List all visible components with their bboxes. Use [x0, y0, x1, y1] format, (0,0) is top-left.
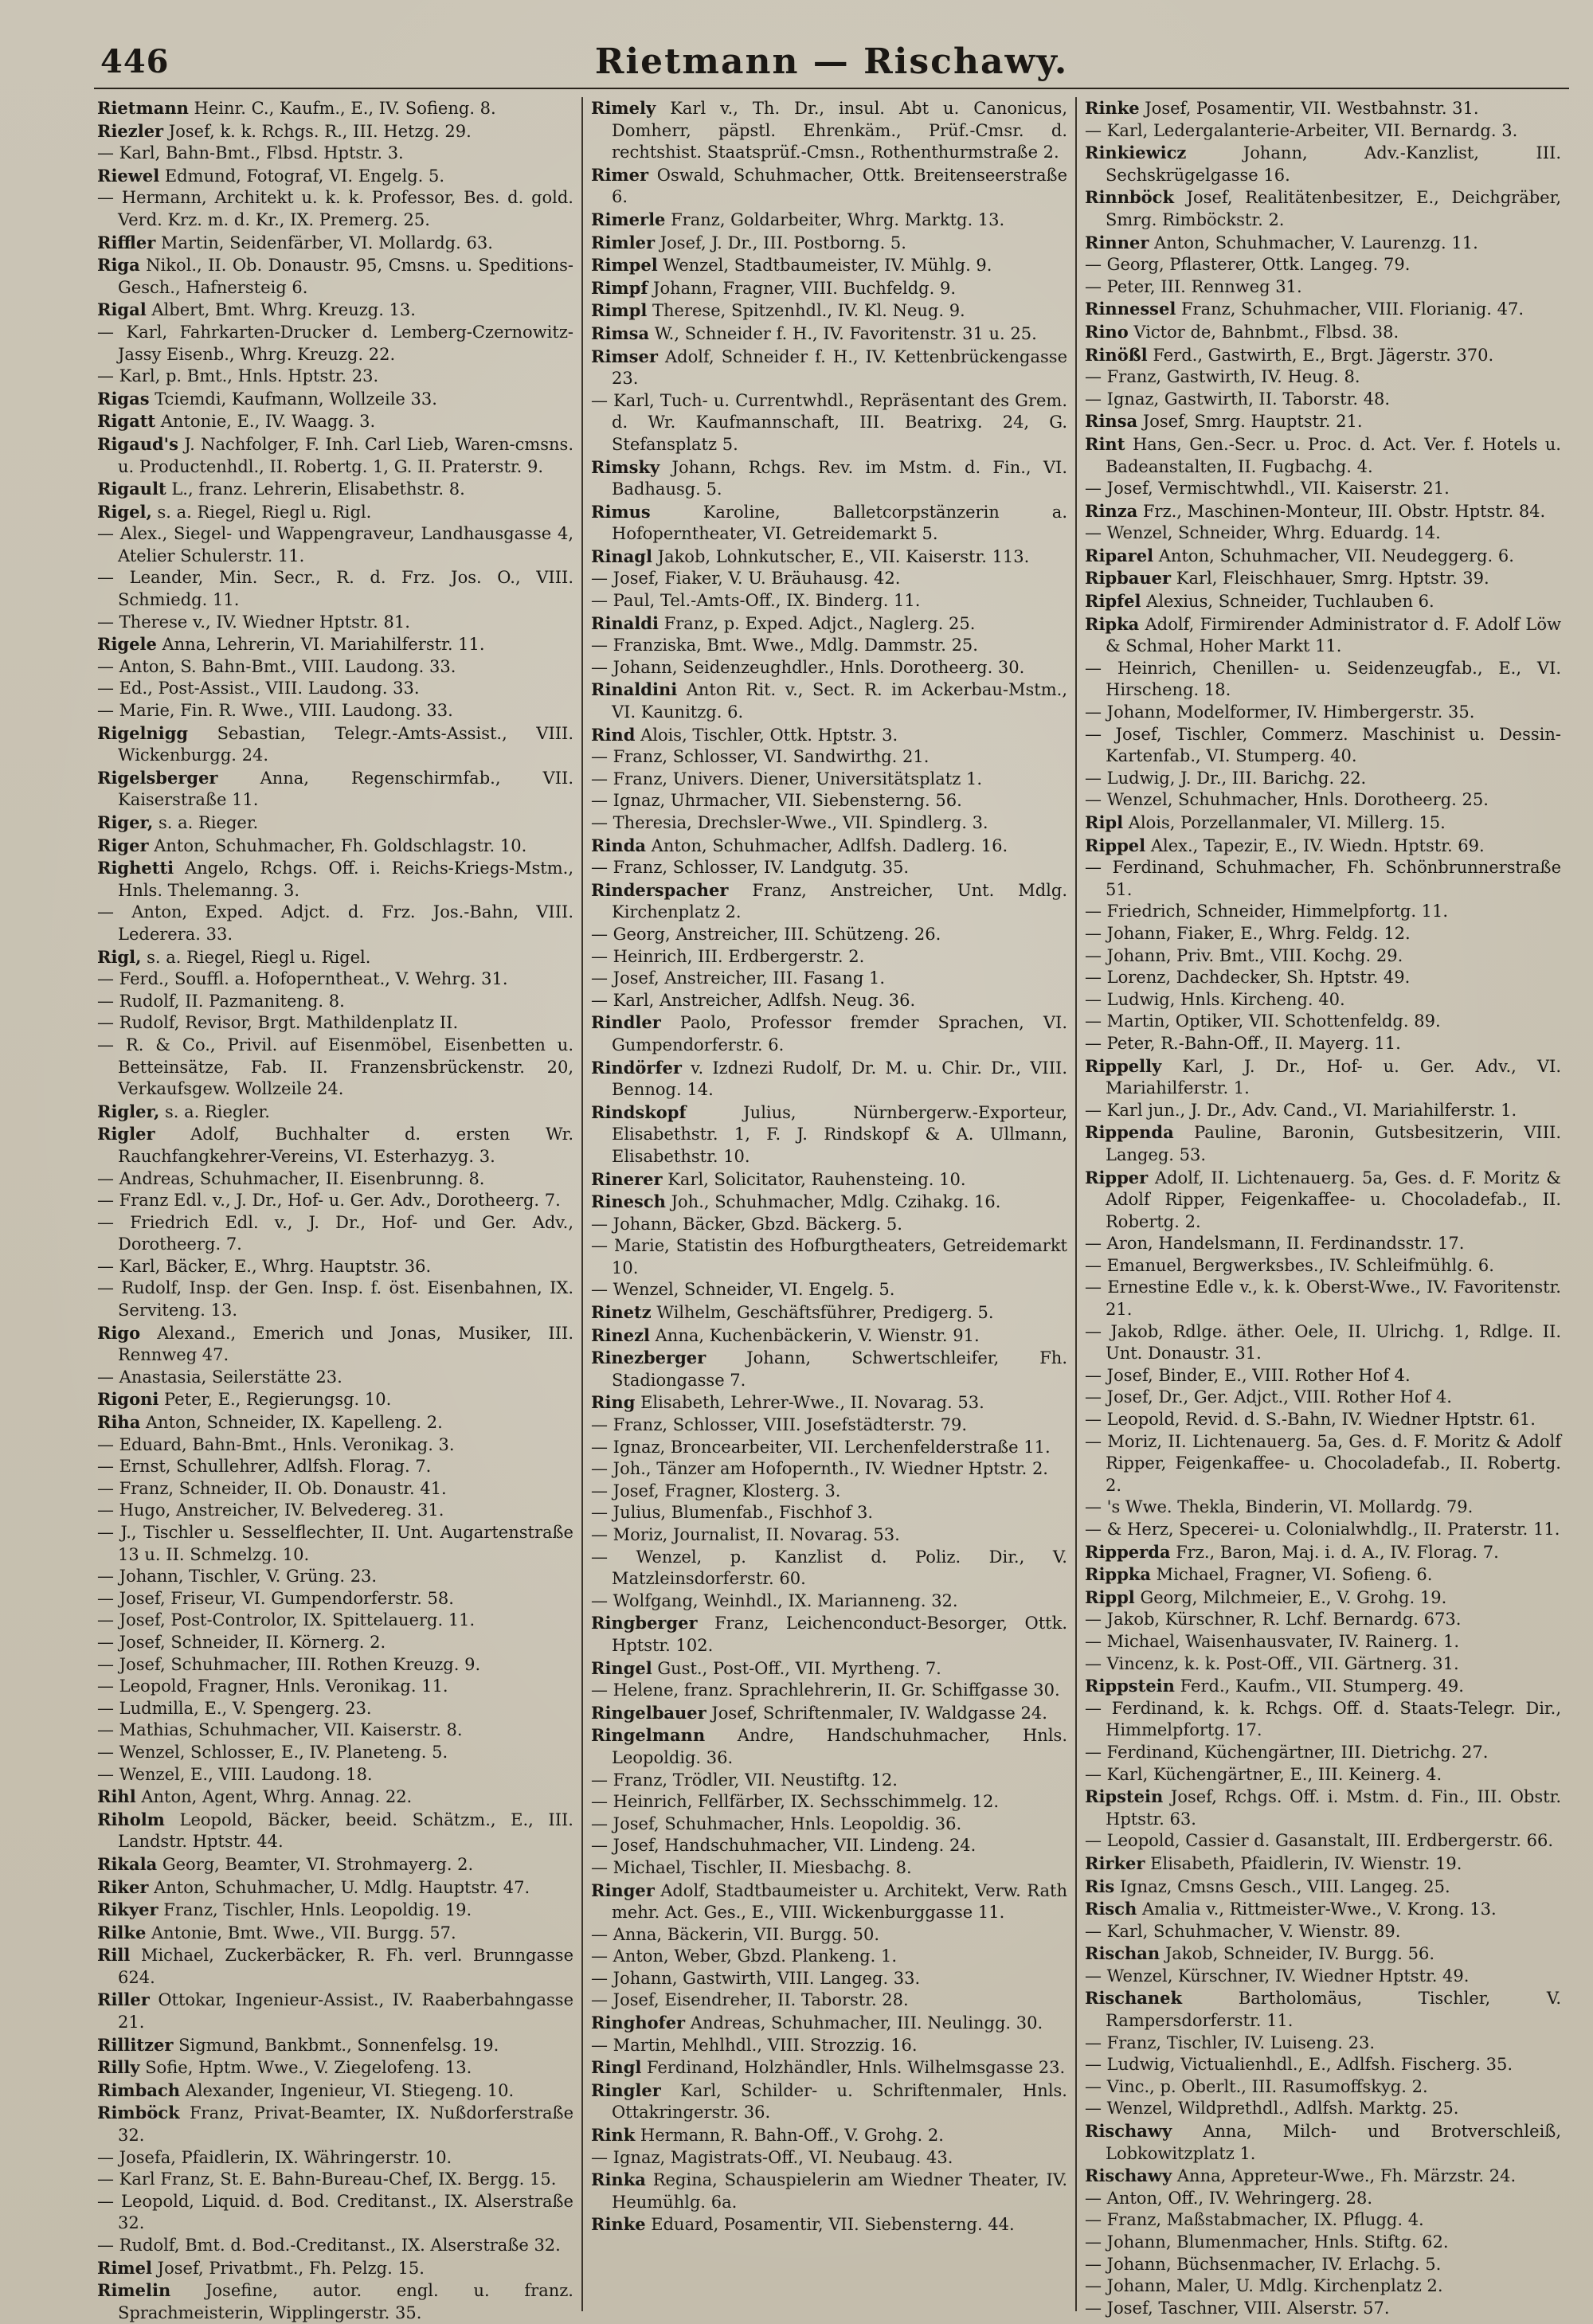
directory-entry: Ringler Karl, Schilder- u. Schriftenmaler, Hnls. Ottakringerstr. 36. [591, 2079, 1067, 2123]
directory-entry: Rimser Adolf, Schneider f. H., IV. Kettenbrückengasse 23. [591, 346, 1067, 389]
directory-entry: — Franz, Trödler, VII. Neustiftg. 12. [591, 1770, 898, 1790]
directory-entry: — Peter, R.-Bahn-Off., II. Mayerg. 11. [1085, 1033, 1401, 1053]
directory-entry: — Wenzel, Schneider, Whrg. Eduardg. 14. [1085, 523, 1441, 543]
directory-entry: — Leopold, Cassier d. Gasanstalt, III. Erdbergerstr. 66. [1085, 1831, 1553, 1851]
directory-entry: Riger, s. a. Rieger. [97, 812, 259, 832]
directory-entry: Rimelin Josefine, autor. engl. u. franz. Sprachmeisterin, Wipplingerstr. 35. [97, 2280, 573, 2322]
directory-entry: Ringel Gust., Post-Off., VII. Myrtheng. 7. [591, 1657, 941, 1678]
directory-entry: — Leopold, Liquid. d. Bod. Creditanst., IX. Alserstraße 32. [97, 2191, 573, 2233]
directory-entry: — Georg, Anstreicher, III. Schützeng. 26. [591, 924, 941, 944]
directory-entry: Rindskopf Julius, Nürnbergerw.-Exporteur, Elisabethstr. 1, F. J. Rindskopf & A. Ullmann, Elisabethstr. 10. [591, 1101, 1067, 1166]
directory-entry: Rinda Anton, Schuhmacher, Adlfsh. Dadlerg. 16. [591, 835, 1008, 855]
directory-entry: Riha Anton, Schneider, IX. Kapelleng. 2. [97, 1412, 443, 1433]
directory-entry: Rinderspacher Franz, Anstreicher, Unt. Mdlg. Kirchenplatz 2. [591, 879, 1067, 922]
directory-entry: Rilke Antonie, Bmt. Wwe., VII. Burgg. 57. [97, 1922, 456, 1943]
directory-entry: Ris Ignaz, Cmsns Gesch., VIII. Langeg. 25. [1085, 1876, 1450, 1896]
directory-entry: Ripbauer Karl, Fleischhauer, Smrg. Hptstr. 39. [1085, 568, 1489, 589]
directory-entry: Rindler Paolo, Professor fremder Sprachen, VI. Gumpendorferstr. 6. [591, 1012, 1067, 1054]
page-number: 446 [100, 43, 170, 80]
directory-entry: — Josef, Friseur, VI. Gumpendorferstr. 58. [97, 1588, 454, 1608]
directory-entry: — Jakob, Rdlge. äther. Oele, II. Ulrichg. 1, Rdlge. II. Unt. Donaustr. 31. [1085, 1321, 1561, 1363]
directory-entry: — Heinrich, III. Erdbergerstr. 2. [591, 946, 865, 966]
directory-columns [94, 97, 1569, 2322]
directory-entry: — Moriz, II. Lichtenauerg. 5a, Ges. d. F. Moritz & Adolf Ripper, Feigenkaffee- u. Chocoladefab., II. Robertg. 2. [1085, 1431, 1561, 1495]
directory-entry: — Marie, Fin. R. Wwe., VIII. Laudong. 33. [97, 701, 453, 721]
directory-entry: Rimel Josef, Privatbmt., Fh. Pelzg. 15. [97, 2257, 425, 2278]
directory-entry: Ripstein Josef, Rchgs. Off. i. Mstm. d. Fin., III. Obstr. Hptstr. 63. [1085, 1786, 1561, 1829]
directory-entry: — Anton, S. Bahn-Bmt., VIII. Laudong. 33. [97, 656, 456, 676]
directory-entry: Rippenda Pauline, Baronin, Gutsbesitzerin, VIII. Langeg. 53. [1085, 1122, 1561, 1164]
directory-entry: Rillitzer Sigmund, Bankbmt., Sonnenfelsg. 19. [97, 2034, 499, 2055]
page-header [94, 38, 1569, 89]
directory-entry: Rill Michael, Zuckerbäcker, R. Fh. verl. Brunngasse 624. [97, 1945, 573, 1987]
directory-entry: — Josef, Tischler, Commerz. Maschinist u. Dessin-Kartenfab., VI. Stumperg. 40. [1085, 724, 1561, 766]
directory-entry: — Martin, Optiker, VII. Schottenfeldg. 89. [1085, 1011, 1441, 1031]
directory-entry: Rint Hans, Gen.-Secr. u. Proc. d. Act. Ver. f. Hotels u. Badeanstalten, II. Fugbachg. 4. [1085, 433, 1561, 476]
directory-entry: — Johann, Gastwirth, VIII. Langeg. 33. [591, 1968, 921, 1988]
directory-entry: — Franz, Schlosser, VI. Sandwirthg. 21. [591, 747, 930, 767]
column-1 [94, 97, 581, 2322]
directory-entry: — Karl, Ledergalanterie-Arbeiter, VII. Bernardg. 3. [1085, 120, 1518, 140]
directory-entry: — Hermann, Architekt u. k. k. Professor, Bes. d. gold. Verd. Krz. m. d. Kr., IX. Premerg. 25. [97, 188, 573, 229]
directory-entry: Rinagl Jakob, Lohnkutscher, E., VII. Kaiserstr. 113. [591, 546, 1030, 566]
directory-entry: — Leander, Min. Secr., R. d. Frz. Jos. O., VIII. Schmiedg. 11. [97, 568, 573, 610]
directory-entry: Ripper Adolf, II. Lichtenauerg. 5a, Ges. d. F. Moritz & Adolf Ripper, Feigenkaffee- u. Chocoladefab., II. Robertg. 2. [1085, 1167, 1561, 1231]
directory-entry: — Rudolf, Insp. der Gen. Insp. f. öst. Eisenbahnen, IX. Serviteng. 13. [97, 1278, 573, 1320]
directory-entry: — Franz, Schlosser, VIII. Josefstädterstr. 79. [591, 1415, 968, 1435]
directory-entry: Ringer Adolf, Stadtbaumeister u. Architekt, Verw. Rath mehr. Act. Ges., E., VIII. Wickenburggasse 11. [591, 1880, 1067, 1923]
directory-entry: — Rudolf, Bmt. d. Bod.-Creditanst., IX. Alserstraße 32. [97, 2236, 561, 2255]
running-title: Rietmann — Rischawy. [594, 41, 1069, 82]
directory-entry: — Joh., Tänzer am Hofopernth., IV. Wiedner Hptstr. 2. [591, 1459, 1048, 1479]
directory-entry: Rimsky Johann, Rchgs. Rev. im Mstm. d. Fin., VI. Badhausg. 5. [591, 456, 1067, 499]
directory-entry: — Martin, Mehlhdl., VIII. Strozzig. 16. [591, 2035, 918, 2055]
directory-entry: Ripl Alois, Porzellanmaler, VI. Millerg. 15. [1085, 812, 1446, 832]
directory-entry: — Heinrich, Chenillen- u. Seidenzeugfab., E., VI. Hirscheng. 18. [1085, 658, 1561, 700]
directory-entry: — Ernst, Schullehrer, Adlfsh. Florag. 7. [97, 1457, 432, 1477]
directory-entry: Riga Nikol., II. Ob. Donaustr. 95, Cmsns. u. Speditions-Gesch., Hafnersteig 6. [97, 255, 573, 297]
directory-entry: — Marie, Statistin des Hofburgtheaters, Getreidemarkt 10. [591, 1236, 1067, 1277]
directory-entry: — Franz, Tischler, IV. Luiseng. 23. [1085, 2033, 1376, 2052]
directory-entry: Rigatt Antonie, E., IV. Waagg. 3. [97, 411, 376, 432]
directory-entry: Rinkiewicz Johann, Adv.-Kanzlist, III. Sechskrügelgasse 16. [1085, 143, 1561, 185]
directory-entry: — Wenzel, Schuhmacher, Hnls. Dorotheerg. 25. [1085, 790, 1489, 810]
directory-entry: — Karl, Schuhmacher, V. Wienstr. 89. [1085, 1921, 1401, 1941]
directory-entry: Rischawy Anna, Milch- und Brotverschleiß, Lobkowitzplatz 1. [1085, 2121, 1561, 2163]
directory-entry: — Rudolf, II. Pazmaniteng. 8. [97, 991, 345, 1011]
directory-entry: — Josef, Taschner, VIII. Alserstr. 57. [1085, 2298, 1390, 2318]
directory-entry: Riker Anton, Schuhmacher, U. Mdlg. Hauptstr. 47. [97, 1876, 530, 1897]
directory-entry: — Ignaz, Magistrats-Off., VI. Neubaug. 43. [591, 2147, 953, 2167]
directory-entry: — Ludwig, Hnls. Kircheng. 40. [1085, 989, 1345, 1009]
directory-entry: — Andreas, Schuhmacher, II. Eisenbrunng. 8. [97, 1168, 485, 1188]
directory-entry: Rimsa W., Schneider f. H., IV. Favoritenstr. 31 u. 25. [591, 323, 1037, 343]
directory-entry: Rippel Alex., Tapezir, E., IV. Wiedn. Hptstr. 69. [1085, 835, 1485, 855]
directory-entry: Ripfel Alexius, Schneider, Tuchlauben 6. [1085, 591, 1434, 612]
directory-entry: — Emanuel, Bergwerksbes., IV. Schleifmühlg. 6. [1085, 1255, 1494, 1275]
directory-entry: Ringelmann Andre, Handschuhmacher, Hnls. Leopoldig. 36. [591, 1725, 1067, 1767]
directory-entry: Rigel, s. a. Riegel, Riegl u. Rigl. [97, 501, 372, 522]
directory-entry: Rimböck Franz, Privat-Beamter, IX. Nußdorferstraße 32. [97, 2103, 573, 2146]
directory-entry: Rippl Georg, Milchmeier, E., V. Grohg. 19. [1085, 1587, 1447, 1607]
directory-entry: Rinezberger Johann, Schwertschleifer, Fh. Stadiongasse 7. [591, 1348, 1067, 1390]
directory-entry: — Ludwig, Victualienhdl., E., Adlfsh. Fischerg. 35. [1085, 2055, 1513, 2075]
directory-entry: Rinner Anton, Schuhmacher, V. Laurenzg. 11. [1085, 232, 1478, 252]
directory-entry: — Johann, Büchsenmacher, IV. Erlachg. 5. [1085, 2254, 1442, 2274]
directory-entry: — Johann, Seidenzeughdler., Hnls. Dorotheerg. 30. [591, 657, 1025, 677]
directory-entry: Rippka Michael, Fragner, VI. Sofieng. 6. [1085, 1564, 1433, 1585]
directory-entry: Rinerer Karl, Solicitator, Rauhensteing. 10. [591, 1168, 966, 1189]
directory-entry: — Josef, Handschuhmacher, VII. Lindeng. 24. [591, 1836, 977, 1856]
directory-entry: — Josef, Schneider, II. Körnerg. 2. [97, 1632, 386, 1652]
directory-entry: — Georg, Pflasterer, Ottk. Langeg. 79. [1085, 255, 1411, 275]
directory-entry: — Josef, Anstreicher, III. Fasang 1. [591, 968, 886, 988]
directory-entry: Rimely Karl v., Th. Dr., insul. Abt u. Canonicus, Domherr, päpstl. Ehrenkäm., Prüf.-Cmsr. d. rechtshist. Staatsprüf.-Cmsn., Rothenthurmstraße 2. [591, 98, 1067, 162]
directory-entry: — Josefa, Pfaidlerin, IX. Währingerstr. 10. [97, 2147, 452, 2167]
directory-entry: — Wenzel, Kürschner, IV. Wiedner Hptstr. 49. [1085, 1966, 1470, 1986]
directory-entry: — Wenzel, Schneider, VI. Engelg. 5. [591, 1280, 895, 1300]
directory-entry: — Jakob, Kürschner, R. Lchf. Bernardg. 673. [1085, 1610, 1462, 1630]
directory-entry: — Josef, Dr., Ger. Adjct., VIII. Rother Hof 4. [1085, 1387, 1452, 1407]
directory-entry: — Josef, Eisendreher, II. Taborstr. 28. [591, 1990, 909, 2010]
directory-entry: — Vinc., p. Oberlt., III. Rasumoffskyg. 2. [1085, 2076, 1428, 2096]
directory-entry: Riholm Leopold, Bäcker, beeid. Schätzm., E., III. Landstr. Hptstr. 44. [97, 1809, 573, 1852]
directory-entry: Riger Anton, Schuhmacher, Fh. Goldschlagstr. 10. [97, 835, 527, 855]
directory-entry: Ringelbauer Josef, Schriftenmaler, IV. Waldgasse 24. [591, 1702, 1047, 1723]
directory-entry: — Peter, III. Rennweg 31. [1085, 276, 1302, 296]
directory-entry: — Ignaz, Broncearbeiter, VII. Lerchenfelderstraße 11. [591, 1437, 1051, 1457]
directory-entry: — Michael, Waisenhausvater, IV. Rainerg. 1. [1085, 1631, 1460, 1651]
directory-entry: Rind Alois, Tischler, Ottk. Hptstr. 3. [591, 724, 898, 745]
directory-entry: Riezler Josef, k. k. Rchgs. R., III. Hetzg. 29. [97, 120, 472, 141]
directory-entry: — Wenzel, Wildprethdl., Adlfsh. Marktg. 25. [1085, 2099, 1459, 2119]
directory-entry: — Karl, Fahrkarten-Drucker d. Lemberg-Czernowitz-Jassy Eisenb., Whrg. Kreuzg. 22. [97, 322, 573, 364]
directory-entry: Rinetz Wilhelm, Geschäftsführer, Predigerg. 5. [591, 1302, 994, 1323]
directory-entry: Rigler Adolf, Buchhalter d. ersten Wr. Rauchfangkehrer-Vereins, VI. Esterhazyg. 3. [97, 1124, 573, 1166]
directory-entry: — Karl, Tuch- u. Currentwhdl., Repräsentant des Grem. d. Wr. Kaufmannschaft, III. Beatrixg. 24, G. Stefansplatz 5. [591, 390, 1067, 454]
directory-entry: Rimpel Wenzel, Stadtbaumeister, IV. Mühlg. 9. [591, 255, 992, 276]
directory-entry: — Rudolf, Revisor, Brgt. Mathildenplatz II. [97, 1013, 459, 1033]
directory-entry: — Josef, Schuhmacher, III. Rothen Kreuzg. 9. [97, 1654, 481, 1674]
directory-entry: Rinka Regina, Schauspielerin am Wiedner Theater, IV. Heumühlg. 6a. [591, 2169, 1067, 2212]
directory-entry: — Hugo, Anstreicher, IV. Belvedereg. 31. [97, 1500, 444, 1520]
directory-entry: — Ludwig, J. Dr., III. Barichg. 22. [1085, 768, 1367, 788]
directory-entry: — Anna, Bäckerin, VII. Burgg. 50. [591, 1924, 879, 1944]
directory-entry: — Anastasia, Seilerstätte 23. [97, 1367, 342, 1387]
column-2 [581, 97, 1075, 2311]
directory-entry: — Ferdinand, k. k. Rchgs. Off. d. Staats-Telegr. Dir., Himmelpfortg. 17. [1085, 1698, 1561, 1740]
directory-entry: Rigal Albert, Bmt. Whrg. Kreuzg. 13. [97, 299, 416, 320]
directory-entry: — Moriz, Journalist, II. Novarag. 53. [591, 1525, 900, 1544]
directory-entry: — Johann, Blumenmacher, Hnls. Stiftg. 62. [1085, 2232, 1449, 2252]
directory-entry: Risch Amalia v., Rittmeister-Wwe., V. Krong. 13. [1085, 1899, 1497, 1919]
directory-entry: Rino Victor de, Bahnbmt., Flbsd. 38. [1085, 321, 1399, 342]
directory-entry: — & Herz, Specerei- u. Colonialwhdlg., II. Praterstr. 11. [1085, 1520, 1560, 1539]
directory-entry: Riller Ottokar, Ingenieur-Assist., IV. Raaberbahngasse 21. [97, 1989, 573, 2033]
directory-entry: — Wenzel, E., VIII. Laudong. 18. [97, 1764, 373, 1784]
directory-entry: — Ferdinand, Küchengärtner, III. Dietrichg. 27. [1085, 1742, 1489, 1762]
directory-entry: Rippstein Ferd., Kaufm., VII. Stumperg. 49. [1085, 1676, 1464, 1696]
directory-entry: Rigelsberger Anna, Regenschirmfab., VII. Kaiserstraße 11. [97, 767, 573, 810]
directory-entry: — Theresia, Drechsler-Wwe., VII. Spindlerg. 3. [591, 813, 988, 832]
directory-entry: — Alex., Siegel- und Wappengraveur, Landhausgasse 4, Atelier Schulerstr. 11. [97, 524, 573, 565]
directory-entry: — Eduard, Bahn-Bmt., Hnls. Veronikag. 3. [97, 1434, 455, 1454]
directory-entry: — Michael, Tischler, II. Miesbachg. 8. [591, 1857, 912, 1877]
directory-entry: — Aron, Handelsmann, II. Ferdinandsstr. 17. [1085, 1234, 1465, 1254]
directory-entry: — Josef, Vermischtwhdl., VII. Kaiserstr. 21. [1085, 479, 1450, 499]
directory-entry: — Josef, Fiaker, V. U. Bräuhausg. 42. [591, 569, 901, 589]
directory-entry: Rinaldi Franz, p. Exped. Adjct., Naglerg. 25. [591, 612, 976, 633]
directory-entry: — Karl, Anstreicher, Adlfsh. Neug. 36. [591, 990, 916, 1010]
column-3 [1075, 97, 1569, 2318]
directory-entry: Rinnböck Josef, Realitätenbesitzer, E., Deichgräber, Smrg. Rimböckstr. 2. [1085, 187, 1561, 229]
directory-entry: Rimus Karoline, Balletcorpstänzerin a. Hofoperntheater, VI. Getreidemarkt 5. [591, 501, 1067, 544]
directory-entry: — Johann, Modelformer, IV. Himbergerstr. 35. [1085, 702, 1475, 722]
directory-entry: Rinnessel Franz, Schuhmacher, VIII. Florianig. 47. [1085, 299, 1525, 319]
directory-entry: Rigl, s. a. Riegel, Riegl u. Rigel. [97, 946, 371, 967]
directory-entry: Rinezl Anna, Kuchenbäckerin, V. Wienstr. 91. [591, 1324, 980, 1345]
directory-entry: Rischan Jakob, Schneider, IV. Burgg. 56. [1085, 1943, 1435, 1964]
directory-entry: — Ignaz, Gastwirth, II. Taborstr. 48. [1085, 389, 1391, 409]
directory-entry: — Karl, p. Bmt., Hnls. Hptstr. 23. [97, 366, 379, 386]
directory-entry: — Josef, Post-Controlor, IX. Spittelauerg. 11. [97, 1610, 476, 1630]
directory-entry: — Paul, Tel.-Amts-Off., IX. Binderg. 11. [591, 591, 921, 611]
directory-entry: Rikyer Franz, Tischler, Hnls. Leopoldig. 19. [97, 1899, 472, 1920]
directory-entry: Ripperda Frz., Baron, Maj. i. d. A., IV. Florag. 7. [1085, 1541, 1499, 1562]
directory-entry: Rippelly Karl, J. Dr., Hof- u. Ger. Adv., VI. Mariahilferstr. 1. [1085, 1055, 1561, 1098]
directory-entry: — Anton, Exped. Adjct. d. Frz. Jos.-Bahn, VIII. Lederera. 33. [97, 902, 573, 944]
directory-entry: — Franz, Univers. Diener, Universitätsplatz 1. [591, 769, 982, 788]
directory-entry: Rischanek Bartholomäus, Tischler, V. Rampersdorferstr. 11. [1085, 1988, 1561, 2031]
directory-entry: Righetti Angelo, Rchgs. Off. i. Reichs-Kriegs-Mstm., Hnls. Thelemanng. 3. [97, 858, 573, 900]
directory-entry: — Anton, Off., IV. Wehringerg. 28. [1085, 2188, 1373, 2208]
directory-entry: — Ferdinand, Schuhmacher, Fh. Schönbrunnerstraße 51. [1085, 858, 1561, 899]
directory-entry: — Johann, Fiaker, E., Whrg. Feldg. 12. [1085, 923, 1411, 943]
directory-entry: Rihl Anton, Agent, Whrg. Annag. 22. [97, 1786, 413, 1807]
directory-entry: — Mathias, Schuhmacher, VII. Kaiserstr. 8. [97, 1720, 463, 1740]
directory-entry: — Josef, Binder, E., VIII. Rother Hof 4. [1085, 1365, 1411, 1385]
directory-entry: Rietmann Heinr. C., Kaufm., E., IV. Sofieng. 8. [97, 98, 496, 118]
directory-entry: Rigault L., franz. Lehrerin, Elisabethstr. 8. [97, 479, 465, 499]
directory-entry: — Wenzel, Schlosser, E., IV. Planeteng. 5. [97, 1742, 448, 1762]
directory-entry: — Wenzel, p. Kanzlist d. Poliz. Dir., V. Matzleinsdorferstr. 60. [591, 1547, 1067, 1589]
directory-entry: Ring Elisabeth, Lehrer-Wwe., II. Novarag. 53. [591, 1392, 984, 1413]
directory-entry: — Franz, Schneider, II. Ob. Donaustr. 41. [97, 1478, 447, 1498]
directory-entry: Rinke Josef, Posamentir, VII. Westbahnstr. 31. [1085, 98, 1479, 118]
directory-entry: Rinza Frz., Maschinen-Monteur, III. Obstr. Hptstr. 84. [1085, 500, 1546, 521]
directory-entry: Riparel Anton, Schuhmacher, VII. Neudeggerg. 6. [1085, 545, 1514, 565]
directory-entry: — Franz, Maßstabmacher, IX. Pflugg. 4. [1085, 2210, 1424, 2230]
directory-entry: — Leopold, Fragner, Hnls. Veronikag. 11. [97, 1676, 448, 1696]
directory-entry: — Karl, Bahn-Bmt., Flbsd. Hptstr. 3. [97, 143, 404, 163]
directory-entry: — Ferd., Souffl. a. Hofoperntheat., V. Wehrg. 31. [97, 969, 508, 989]
directory-entry: — Karl, Küchengärtner, E., III. Keinerg. 4. [1085, 1764, 1442, 1784]
directory-entry: — J., Tischler u. Sesselflechter, II. Unt. Augartenstraße 13 u. II. Schmelzg. 10. [97, 1523, 573, 1564]
directory-entry: Riffler Martin, Seidenfärber, VI. Mollardg. 63. [97, 232, 493, 252]
directory-entry: — Ed., Post-Assist., VIII. Laudong. 33. [97, 679, 420, 698]
directory-entry: — Therese v., IV. Wiedner Hptstr. 81. [97, 612, 410, 632]
directory-entry: Rinaldini Anton Rit. v., Sect. R. im Ackerbau-Mstm., VI. Kaunitzg. 6. [591, 679, 1067, 722]
directory-entry: Rimerle Franz, Goldarbeiter, Whrg. Marktg. 13. [591, 209, 1005, 229]
directory-entry: Rirker Elisabeth, Pfaidlerin, IV. Wienstr. 19. [1085, 1853, 1462, 1873]
directory-entry: — Johann, Tischler, V. Grüng. 23. [97, 1567, 378, 1587]
directory-entry: Rimpl Therese, Spitzenhdl., IV. Kl. Neug. 9. [591, 300, 965, 321]
directory-entry: — 's Wwe. Thekla, Binderin, VI. Mollardg. 79. [1085, 1497, 1474, 1517]
directory-entry: — Josef, Schuhmacher, Hnls. Leopoldig. 36. [591, 1813, 962, 1833]
directory-entry: — Josef, Fragner, Klosterg. 3. [591, 1481, 841, 1500]
directory-entry: — Karl Franz, St. E. Bahn-Bureau-Chef, IX. Bergg. 15. [97, 2169, 557, 2189]
directory-entry: Rigele Anna, Lehrerin, VI. Mariahilferstr. 11. [97, 634, 485, 655]
directory-entry: Rimpf Johann, Fragner, VIII. Buchfeldg. 9. [591, 277, 956, 298]
directory-entry: — Johann, Maler, U. Mdlg. Kirchenplatz 2. [1085, 2276, 1443, 2296]
directory-entry: — Karl, Bäcker, E., Whrg. Hauptstr. 36. [97, 1256, 432, 1276]
directory-entry: — Friedrich Edl. v., J. Dr., Hof- und Ger. Adv., Dorotheerg. 7. [97, 1212, 573, 1254]
directory-entry: — Karl jun., J. Dr., Adv. Cand., VI. Mariahilferstr. 1. [1085, 1100, 1517, 1120]
directory-entry: — Vincenz, k. k. Post-Off., VII. Gärtnerg. 31. [1085, 1653, 1459, 1673]
directory-entry: Rindörfer v. Izdnezi Rudolf, Dr. M. u. Chir. Dr., VIII. Bennog. 14. [591, 1057, 1067, 1100]
directory-entry: Ringhofer Andreas, Schuhmacher, III. Neulingg. 30. [591, 2013, 1043, 2033]
directory-entry: — Lorenz, Dachdecker, Sh. Hptstr. 49. [1085, 968, 1411, 988]
directory-entry: Ringberger Franz, Leichenconduct-Besorger, Ottk. Hptstr. 102. [591, 1613, 1067, 1655]
directory-entry: — Heinrich, Fellfärber, IX. Sechsschimmelg. 12. [591, 1792, 1000, 1812]
directory-entry: — Johann, Bäcker, Gbzd. Bäckerg. 5. [591, 1214, 902, 1234]
directory-entry: Rilly Sofie, Hptm. Wwe., V. Ziegelofeng. 13. [97, 2057, 472, 2078]
directory-entry: Rigler, s. a. Riegler. [97, 1101, 270, 1121]
directory-entry: — Franziska, Bmt. Wwe., Mdlg. Dammstr. 25. [591, 636, 978, 655]
directory-entry: Rimbach Alexander, Ingenieur, VI. Stiegeng. 10. [97, 2079, 515, 2100]
directory-entry: Ripka Adolf, Firmirender Administrator d. F. Adolf Löw & Schmal, Hoher Markt 11. [1085, 613, 1561, 656]
directory-entry: Rischawy Anna, Appreteur-Wwe., Fh. Märzstr. 24. [1085, 2166, 1517, 2186]
directory-entry: Rikala Georg, Beamter, VI. Strohmayerg. 2. [97, 1853, 474, 1874]
directory-entry: Rink Hermann, R. Bahn-Off., V. Grohg. 2. [591, 2125, 944, 2146]
directory-entry: Rimler Josef, J. Dr., III. Postborng. 5. [591, 232, 906, 252]
directory-entry: Rinesch Joh., Schuhmacher, Mdlg. Czihakg. 16. [591, 1191, 1001, 1212]
directory-entry: — Franz, Schlosser, IV. Landgutg. 35. [591, 858, 910, 878]
directory-entry: — Leopold, Revid. d. S.-Bahn, IV. Wiedner Hptstr. 61. [1085, 1410, 1536, 1430]
directory-entry: Rinke Eduard, Posamentir, VII. Siebensterng. 44. [591, 2214, 1015, 2235]
directory-entry: — Franz, Gastwirth, IV. Heug. 8. [1085, 367, 1360, 387]
directory-entry: Ringl Ferdinand, Holzhändler, Hnls. Wilhelmsgasse 23. [591, 2057, 1066, 2078]
directory-entry: — Ignaz, Uhrmacher, VII. Siebensterng. 56. [591, 791, 962, 811]
directory-entry: — Franz Edl. v., J. Dr., Hof- u. Ger. Adv., Dorotheerg. 7. [97, 1191, 561, 1211]
directory-entry: Rimer Oswald, Schuhmacher, Ottk. Breitenseerstraße 6. [591, 164, 1067, 207]
directory-entry: Rigas Tciemdi, Kaufmann, Wollzeile 33. [97, 388, 437, 409]
directory-entry: Rigaud's J. Nachfolger, F. Inh. Carl Lieb, Waren-cmsns. u. Productenhdl., II. Robertg. 1, G. II. Praterstr. 9. [97, 433, 573, 476]
directory-entry: — Helene, franz. Sprachlehrerin, II. Gr. Schiffgasse 30. [591, 1680, 1060, 1700]
directory-entry: — Julius, Blumenfab., Fischhof 3. [591, 1503, 874, 1523]
directory-entry: — Wolfgang, Weinhdl., IX. Marianneng. 32. [591, 1590, 958, 1610]
directory-entry: — Ernestine Edle v., k. k. Oberst-Wwe., IV. Favoritenstr. 21. [1085, 1277, 1561, 1320]
directory-entry: Rinsa Josef, Smrg. Hauptstr. 21. [1085, 411, 1363, 432]
directory-entry: — Friedrich, Schneider, Himmelpfortg. 11. [1085, 902, 1449, 921]
directory-entry: Rigoni Peter, E., Regierungsg. 10. [97, 1389, 392, 1410]
directory-entry: Rinößl Ferd., Gastwirth, E., Brgt. Jägerstr. 370. [1085, 344, 1494, 365]
directory-entry: — Anton, Weber, Gbzd. Plankeng. 1. [591, 1946, 898, 1966]
directory-entry: — Johann, Priv. Bmt., VIII. Kochg. 29. [1085, 945, 1403, 965]
directory-entry: Riewel Edmund, Fotograf, VI. Engelg. 5. [97, 165, 445, 186]
directory-entry: Rigelnigg Sebastian, Telegr.-Amts-Assist., VIII. Wickenburgg. 24. [97, 722, 573, 765]
directory-entry: — Ludmilla, E., V. Spengerg. 23. [97, 1698, 372, 1718]
directory-entry: Rigo Alexand., Emerich und Jonas, Musiker, III. Rennweg 47. [97, 1322, 573, 1365]
directory-entry: — R. & Co., Privil. auf Eisenmöbel, Eisenbetten u. Betteinsätze, Fab. II. Franzensbrückenstr. 20, Verkaufsgew. Wollzeile 24. [97, 1035, 573, 1099]
